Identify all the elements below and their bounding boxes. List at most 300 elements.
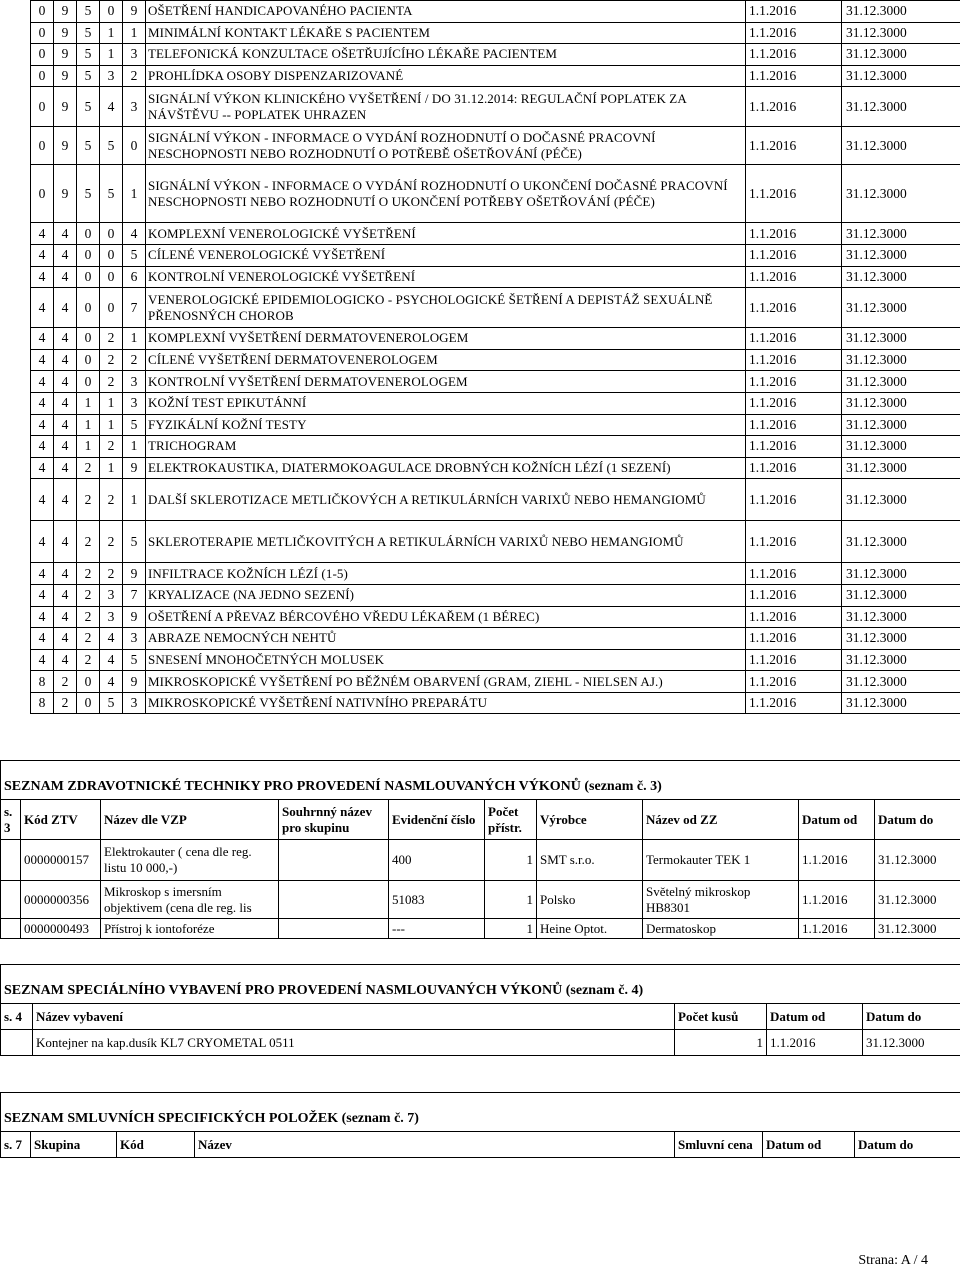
tech-maker: SMT s.r.o. [537, 840, 643, 881]
valid-to: 31.12.3000 [842, 266, 960, 288]
code-digit: 5 [123, 414, 146, 436]
procedure-name: MINIMÁLNÍ KONTAKT LÉKAŘE S PACIENTEM [146, 22, 746, 44]
code-digit: 0 [31, 65, 54, 87]
procedure-name: KOŽNÍ TEST EPIKUTÁNNÍ [146, 392, 746, 414]
table-row [31, 266, 960, 288]
code-digit: 2 [100, 349, 123, 371]
code-digit: 4 [100, 649, 123, 671]
valid-from: 1.1.2016 [746, 22, 842, 44]
table-row [31, 392, 960, 414]
tech-to: 31.12.3000 [875, 881, 960, 919]
code-digit: 0 [31, 1, 54, 23]
code-digit: 4 [54, 584, 77, 606]
code-digit: 4 [31, 328, 54, 350]
code-digit: 0 [77, 671, 100, 693]
valid-from: 1.1.2016 [746, 563, 842, 585]
code-digit: 1 [77, 392, 100, 414]
code-digit: 4 [54, 266, 77, 288]
table-row [31, 44, 960, 66]
code-digit: 2 [100, 563, 123, 585]
code-digit: 2 [77, 584, 100, 606]
tech-to: 31.12.3000 [875, 919, 960, 939]
code-digit: 9 [54, 165, 77, 223]
code-digit: 1 [77, 414, 100, 436]
valid-from: 1.1.2016 [746, 649, 842, 671]
equip-count: 1 [675, 1030, 767, 1056]
table-row [31, 414, 960, 436]
code-digit: 4 [54, 349, 77, 371]
special-equipment-table [0, 964, 960, 1056]
tech-col-maker: Výrobce [537, 800, 643, 840]
equip-col-name: Název vybavení [33, 1004, 675, 1030]
table-row [31, 328, 960, 350]
medical-technology-table [0, 760, 960, 939]
procedure-name: CÍLENÉ VYŠETŘENÍ DERMATOVENEROLOGEM [146, 349, 746, 371]
code-digit: 5 [100, 165, 123, 223]
table-row [31, 127, 960, 165]
code-digit: 9 [54, 127, 77, 165]
code-digit: 2 [100, 328, 123, 350]
equip-from: 1.1.2016 [767, 1030, 863, 1056]
valid-from: 1.1.2016 [746, 584, 842, 606]
procedure-name: DALŠÍ SKLEROTIZACE METLIČKOVÝCH A RETIKULÁRNÍCH VARIXŮ NEBO HEMANGIOMŮ [146, 479, 746, 521]
tech-evid: 400 [389, 840, 485, 881]
code-digit: 0 [77, 266, 100, 288]
procedure-name: MIKROSKOPICKÉ VYŠETŘENÍ NATIVNÍHO PREPARÁTU [146, 692, 746, 714]
valid-to: 31.12.3000 [842, 436, 960, 458]
code-digit: 1 [123, 479, 146, 521]
tech-from: 1.1.2016 [799, 881, 875, 919]
equip-col-from: Datum od [767, 1004, 863, 1030]
code-digit: 1 [100, 414, 123, 436]
table-row [31, 288, 960, 328]
equip-section-title: SEZNAM SPECIÁLNÍHO VYBAVENÍ PRO PROVEDENÍ NASMLOUVANÝCH VÝKONŮ (seznam č. 4) [1, 965, 960, 1004]
tech-col-s: s. 3 [1, 800, 21, 840]
code-digit: 2 [77, 606, 100, 628]
procedure-code-table [30, 0, 960, 714]
code-digit: 1 [77, 436, 100, 458]
code-digit: 0 [77, 328, 100, 350]
contract-items-table [0, 1092, 960, 1158]
code-digit: 4 [123, 223, 146, 245]
code-digit: 1 [123, 328, 146, 350]
table-row [31, 606, 960, 628]
code-digit: 2 [123, 349, 146, 371]
valid-from: 1.1.2016 [746, 606, 842, 628]
code-digit: 4 [100, 628, 123, 650]
contract-col-code: Kód [117, 1132, 195, 1158]
valid-to: 31.12.3000 [842, 44, 960, 66]
valid-from: 1.1.2016 [746, 288, 842, 328]
code-digit: 4 [54, 244, 77, 266]
code-digit: 5 [77, 87, 100, 127]
table-row [31, 371, 960, 393]
equip-s [1, 1030, 33, 1056]
code-digit: 5 [77, 44, 100, 66]
valid-from: 1.1.2016 [746, 87, 842, 127]
procedure-name: MIKROSKOPICKÉ VYŠETŘENÍ PO BĚŽNÉM OBARVENÍ (GRAM, ZIEHL - NIELSEN AJ.) [146, 671, 746, 693]
code-digit: 4 [31, 649, 54, 671]
code-digit: 9 [54, 87, 77, 127]
equip-header-row [1, 1004, 960, 1030]
code-digit: 0 [31, 87, 54, 127]
code-digit: 2 [77, 479, 100, 521]
procedure-name: KRYALIZACE (NA JEDNO SEZENÍ) [146, 584, 746, 606]
code-digit: 4 [54, 371, 77, 393]
tech-s [1, 840, 21, 881]
code-digit: 0 [100, 288, 123, 328]
code-digit: 4 [100, 87, 123, 127]
valid-from: 1.1.2016 [746, 1, 842, 23]
code-digit: 5 [77, 165, 100, 223]
procedure-name: KONTROLNÍ VYŠETŘENÍ DERMATOVENEROLOGEM [146, 371, 746, 393]
equip-col-count: Počet kusů [675, 1004, 767, 1030]
tech-col-zz: Název od ZZ [643, 800, 799, 840]
procedure-name: OŠETŘENÍ HANDICAPOVANÉHO PACIENTA [146, 1, 746, 23]
procedure-name: VENEROLOGICKÉ EPIDEMIOLOGICKO - PSYCHOLOGICKÉ ŠETŘENÍ A DEPISTÁŽ SEXUÁLNĚ PŘENOSNÝCH CHOROB [146, 288, 746, 328]
code-digit: 5 [100, 692, 123, 714]
code-digit: 3 [123, 628, 146, 650]
code-digit: 2 [77, 628, 100, 650]
code-digit: 3 [123, 371, 146, 393]
code-digit: 2 [100, 521, 123, 563]
procedure-name: SIGNÁLNÍ VÝKON - INFORMACE O VYDÁNÍ ROZHODNUTÍ O UKONČENÍ DOČASNÉ PRACOVNÍ NESCHOPNOSTI NEBO ROZHODNUTÍ O UKONČENÍ POTŘEBY OŠETŘOVÁNÍ (PÉČE) [146, 165, 746, 223]
contract-col-price: Smluvní cena [675, 1132, 763, 1158]
valid-from: 1.1.2016 [746, 414, 842, 436]
tech-s [1, 919, 21, 939]
table-row [31, 65, 960, 87]
code-digit: 5 [77, 127, 100, 165]
code-digit: 0 [31, 44, 54, 66]
valid-to: 31.12.3000 [842, 371, 960, 393]
code-digit: 2 [77, 457, 100, 479]
code-digit: 4 [31, 584, 54, 606]
procedure-name: PROHLÍDKA OSOBY DISPENZARIZOVANÉ [146, 65, 746, 87]
table-row [31, 584, 960, 606]
table-row [1, 1030, 960, 1056]
code-digit: 3 [123, 692, 146, 714]
contract-header-row [1, 1132, 960, 1158]
equip-to: 31.12.3000 [863, 1030, 960, 1056]
code-digit: 0 [77, 692, 100, 714]
equip-col-s: s. 4 [1, 1004, 33, 1030]
tech-code: 0000000493 [21, 919, 101, 939]
contract-col-from: Datum od [763, 1132, 855, 1158]
tech-col-name: Název dle VZP [101, 800, 279, 840]
valid-from: 1.1.2016 [746, 628, 842, 650]
code-digit: 9 [123, 457, 146, 479]
code-digit: 4 [54, 628, 77, 650]
code-digit: 4 [31, 392, 54, 414]
code-digit: 4 [31, 223, 54, 245]
code-digit: 4 [31, 244, 54, 266]
procedure-name: SNESENÍ MNOHOČETNÝCH MOLUSEK [146, 649, 746, 671]
valid-to: 31.12.3000 [842, 244, 960, 266]
code-digit: 0 [77, 244, 100, 266]
table-row [31, 649, 960, 671]
table-row [31, 521, 960, 563]
code-digit: 0 [31, 165, 54, 223]
code-digit: 0 [31, 22, 54, 44]
code-digit: 4 [31, 628, 54, 650]
valid-from: 1.1.2016 [746, 349, 842, 371]
tech-group [279, 881, 389, 919]
valid-to: 31.12.3000 [842, 127, 960, 165]
valid-to: 31.12.3000 [842, 649, 960, 671]
tech-from: 1.1.2016 [799, 840, 875, 881]
code-digit: 9 [123, 1, 146, 23]
valid-from: 1.1.2016 [746, 392, 842, 414]
tech-to: 31.12.3000 [875, 840, 960, 881]
code-digit: 0 [77, 288, 100, 328]
code-digit: 3 [100, 584, 123, 606]
table-row [31, 223, 960, 245]
valid-to: 31.12.3000 [842, 479, 960, 521]
tech-col-to: Datum do [875, 800, 960, 840]
code-digit: 4 [31, 266, 54, 288]
code-digit: 4 [31, 414, 54, 436]
code-digit: 1 [100, 22, 123, 44]
procedure-name: TRICHOGRAM [146, 436, 746, 458]
valid-to: 31.12.3000 [842, 692, 960, 714]
procedure-name: SIGNÁLNÍ VÝKON KLINICKÉHO VYŠETŘENÍ / DO 31.12.2014: REGULAČNÍ POPLATEK ZA NÁVŠTĚVU -- POPLATEK UHRAZEN [146, 87, 746, 127]
valid-to: 31.12.3000 [842, 414, 960, 436]
code-digit: 2 [100, 371, 123, 393]
tech-zz: Světelný mikroskop HB8301 [643, 881, 799, 919]
code-digit: 0 [77, 223, 100, 245]
valid-from: 1.1.2016 [746, 244, 842, 266]
tech-col-from: Datum od [799, 800, 875, 840]
code-digit: 3 [123, 392, 146, 414]
procedure-name: SIGNÁLNÍ VÝKON - INFORMACE O VYDÁNÍ ROZHODNUTÍ O DOČASNÉ PRACOVNÍ NESCHOPNOSTI NEBO ROZHODNUTÍ O POTŘEBĚ OŠETŘOVÁNÍ (PÉČE) [146, 127, 746, 165]
table-row [31, 165, 960, 223]
tech-col-code: Kód ZTV [21, 800, 101, 840]
tech-header-row [1, 800, 960, 840]
code-digit: 5 [123, 649, 146, 671]
procedure-name: ELEKTROKAUSTIKA, DIATERMOKOAGULACE DROBNÝCH KOŽNÍCH LÉZÍ (1 SEZENÍ) [146, 457, 746, 479]
valid-to: 31.12.3000 [842, 223, 960, 245]
code-digit: 9 [54, 22, 77, 44]
code-digit: 0 [100, 1, 123, 23]
code-digit: 0 [100, 266, 123, 288]
code-digit: 2 [100, 479, 123, 521]
valid-to: 31.12.3000 [842, 457, 960, 479]
code-digit: 6 [123, 266, 146, 288]
code-digit: 2 [54, 692, 77, 714]
code-digit: 9 [54, 44, 77, 66]
code-digit: 4 [31, 479, 54, 521]
table-row [31, 1, 960, 23]
tech-evid: --- [389, 919, 485, 939]
code-digit: 4 [54, 521, 77, 563]
valid-to: 31.12.3000 [842, 521, 960, 563]
table-row [31, 457, 960, 479]
tech-col-group: Souhrnný název pro skupinu [279, 800, 389, 840]
tech-evid: 51083 [389, 881, 485, 919]
code-digit: 8 [31, 692, 54, 714]
table-row [31, 479, 960, 521]
tech-section-title: SEZNAM ZDRAVOTNICKÉ TECHNIKY PRO PROVEDENÍ NASMLOUVANÝCH VÝKONŮ (seznam č. 3) [1, 761, 960, 800]
table-row [31, 87, 960, 127]
code-digit: 1 [100, 392, 123, 414]
code-digit: 3 [100, 606, 123, 628]
equip-name: Kontejner na kap.dusík KL7 CRYOMETAL 0511 [33, 1030, 675, 1056]
valid-to: 31.12.3000 [842, 165, 960, 223]
table-row [1, 919, 960, 939]
table-row [31, 563, 960, 585]
code-digit: 4 [54, 328, 77, 350]
code-digit: 4 [54, 649, 77, 671]
code-digit: 9 [123, 563, 146, 585]
tech-col-count: Počet přístr. [485, 800, 537, 840]
procedure-name: FYZIKÁLNÍ KOŽNÍ TESTY [146, 414, 746, 436]
valid-to: 31.12.3000 [842, 22, 960, 44]
code-digit: 4 [54, 479, 77, 521]
code-digit: 0 [77, 349, 100, 371]
code-digit: 5 [123, 244, 146, 266]
code-digit: 4 [31, 288, 54, 328]
code-digit: 4 [31, 457, 54, 479]
table-row [31, 244, 960, 266]
code-digit: 0 [123, 127, 146, 165]
tech-maker: Polsko [537, 881, 643, 919]
code-digit: 4 [100, 671, 123, 693]
tech-group [279, 919, 389, 939]
code-digit: 5 [77, 65, 100, 87]
code-digit: 5 [77, 22, 100, 44]
valid-from: 1.1.2016 [746, 44, 842, 66]
valid-to: 31.12.3000 [842, 65, 960, 87]
tech-s [1, 881, 21, 919]
procedure-name: TELEFONICKÁ KONZULTACE OŠETŘUJÍCÍHO LÉKAŘE PACIENTEM [146, 44, 746, 66]
valid-to: 31.12.3000 [842, 288, 960, 328]
code-digit: 2 [77, 521, 100, 563]
tech-code: 0000000157 [21, 840, 101, 881]
valid-from: 1.1.2016 [746, 371, 842, 393]
tech-name: Elektrokauter ( cena dle reg. listu 10 000,-) [101, 840, 279, 881]
page-number: Strana: A / 4 [858, 1253, 928, 1268]
code-digit: 1 [123, 436, 146, 458]
procedure-name: INFILTRACE KOŽNÍCH LÉZÍ (1-5) [146, 563, 746, 585]
code-digit: 4 [54, 223, 77, 245]
code-digit: 5 [77, 1, 100, 23]
tech-col-evid: Evidenční číslo [389, 800, 485, 840]
code-digit: 4 [54, 606, 77, 628]
code-digit: 0 [31, 127, 54, 165]
valid-to: 31.12.3000 [842, 87, 960, 127]
code-digit: 2 [77, 563, 100, 585]
tech-count: 1 [485, 919, 537, 939]
code-digit: 3 [100, 65, 123, 87]
contract-col-name: Název [195, 1132, 675, 1158]
code-digit: 4 [54, 414, 77, 436]
contract-col-s: s. 7 [1, 1132, 31, 1158]
code-digit: 4 [31, 436, 54, 458]
code-digit: 4 [31, 371, 54, 393]
code-digit: 1 [100, 44, 123, 66]
code-digit: 4 [31, 606, 54, 628]
table-row [31, 692, 960, 714]
tech-count: 1 [485, 881, 537, 919]
valid-to: 31.12.3000 [842, 328, 960, 350]
valid-to: 31.12.3000 [842, 349, 960, 371]
valid-from: 1.1.2016 [746, 165, 842, 223]
code-digit: 2 [77, 649, 100, 671]
valid-from: 1.1.2016 [746, 223, 842, 245]
table-row [1, 881, 960, 919]
code-digit: 2 [100, 436, 123, 458]
code-digit: 5 [100, 127, 123, 165]
code-digit: 1 [123, 165, 146, 223]
code-digit: 4 [54, 457, 77, 479]
code-digit: 4 [54, 436, 77, 458]
tech-zz: Dermatoskop [643, 919, 799, 939]
valid-from: 1.1.2016 [746, 266, 842, 288]
valid-from: 1.1.2016 [746, 671, 842, 693]
tech-count: 1 [485, 840, 537, 881]
code-digit: 3 [123, 87, 146, 127]
valid-from: 1.1.2016 [746, 457, 842, 479]
valid-from: 1.1.2016 [746, 521, 842, 563]
valid-from: 1.1.2016 [746, 328, 842, 350]
code-digit: 2 [54, 671, 77, 693]
table-row [31, 671, 960, 693]
procedure-name: KOMPLEXNÍ VYŠETŘENÍ DERMATOVENEROLOGEM [146, 328, 746, 350]
table-row [31, 22, 960, 44]
valid-from: 1.1.2016 [746, 436, 842, 458]
procedure-name: CÍLENÉ VENEROLOGICKÉ VYŠETŘENÍ [146, 244, 746, 266]
code-digit: 3 [123, 44, 146, 66]
code-digit: 0 [100, 244, 123, 266]
table-row [31, 349, 960, 371]
code-digit: 0 [100, 223, 123, 245]
valid-from: 1.1.2016 [746, 479, 842, 521]
table-row [31, 436, 960, 458]
table-row [1, 840, 960, 881]
code-digit: 5 [123, 521, 146, 563]
procedure-name: KOMPLEXNÍ VENEROLOGICKÉ VYŠETŘENÍ [146, 223, 746, 245]
tech-name: Mikroskop s imersním objektivem (cena dle reg. lis [101, 881, 279, 919]
tech-group [279, 840, 389, 881]
code-digit: 9 [54, 65, 77, 87]
tech-code: 0000000356 [21, 881, 101, 919]
code-digit: 4 [31, 349, 54, 371]
code-digit: 4 [54, 392, 77, 414]
code-digit: 8 [31, 671, 54, 693]
tech-maker: Heine Optot. [537, 919, 643, 939]
code-digit: 4 [54, 288, 77, 328]
code-digit: 2 [123, 65, 146, 87]
procedure-name: OŠETŘENÍ A PŘEVAZ BÉRCOVÉHO VŘEDU LÉKAŘEM (1 BÉREC) [146, 606, 746, 628]
contract-col-group: Skupina [31, 1132, 117, 1158]
valid-to: 31.12.3000 [842, 1, 960, 23]
valid-from: 1.1.2016 [746, 692, 842, 714]
contract-col-to: Datum do [855, 1132, 960, 1158]
code-digit: 0 [77, 371, 100, 393]
valid-to: 31.12.3000 [842, 606, 960, 628]
tech-from: 1.1.2016 [799, 919, 875, 939]
code-digit: 9 [54, 1, 77, 23]
code-digit: 1 [123, 22, 146, 44]
valid-to: 31.12.3000 [842, 628, 960, 650]
code-digit: 1 [100, 457, 123, 479]
procedure-name: SKLEROTERAPIE METLIČKOVITÝCH A RETIKULÁRNÍCH VARIXŮ NEBO HEMANGIOMŮ [146, 521, 746, 563]
valid-from: 1.1.2016 [746, 65, 842, 87]
valid-to: 31.12.3000 [842, 392, 960, 414]
table-row [31, 628, 960, 650]
code-digit: 9 [123, 606, 146, 628]
tech-name: Přístroj k iontoforéze [101, 919, 279, 939]
